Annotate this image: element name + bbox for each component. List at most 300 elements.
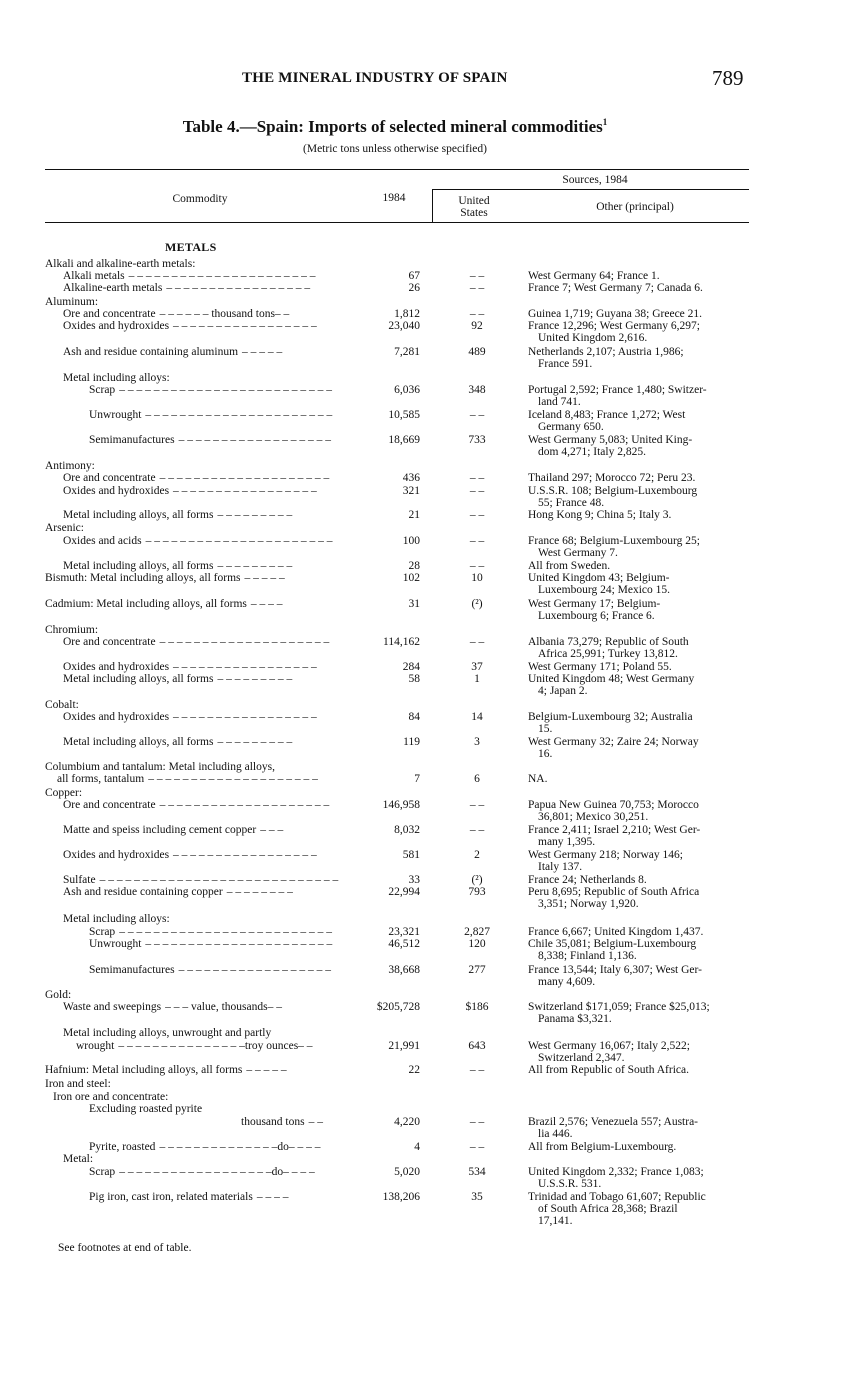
other-sources-line: West Germany 171; Poland 55. <box>528 661 672 673</box>
commodity-cell <box>45 761 345 773</box>
other-sources-line: All from Republic of South Africa. <box>528 1064 689 1076</box>
other-sources-line: 8,338; Finland 1,136. <box>538 950 637 962</box>
united-states-value: – – <box>469 485 485 497</box>
other-sources <box>528 673 753 697</box>
united-states-value: 37 <box>471 661 483 673</box>
commodity-name: Semimanufactures <box>89 964 175 976</box>
value-1984: 138,206 <box>382 1191 420 1203</box>
leader-dashes: – – – – – – – – – – – – – – – – – <box>173 661 317 673</box>
united-states-value: 6 <box>474 773 480 785</box>
commodity-name: Hafnium: Metal including alloys, all forms <box>45 1064 243 1076</box>
leader-dashes: – – – – – – – – – – – – – – – – – – – – – – <box>145 409 333 421</box>
other-sources <box>528 874 753 886</box>
other-sources-line: Albania 73,279; Republic of South <box>528 636 689 648</box>
other-sources <box>528 824 753 848</box>
other-sources <box>528 964 753 988</box>
commodity-cell <box>45 849 363 861</box>
commodity-name: Iron ore and concentrate: <box>53 1091 169 1103</box>
value-1984: 4,220 <box>394 1116 420 1128</box>
other-sources-line: West Germany 64; France 1. <box>528 270 660 282</box>
other-sources <box>528 636 753 660</box>
united-states-value: – – <box>469 472 485 484</box>
other-sources-line: Papua New Guinea 70,753; Morocco <box>528 799 699 811</box>
header-sources: Sources, 1984 <box>562 174 628 186</box>
other-sources-line: Africa 25,991; Turkey 13,812. <box>538 648 678 660</box>
leader-dashes: – – – – – <box>244 572 285 584</box>
other-sources-line: Trinidad and Tobago 61,607; Republic <box>528 1191 706 1203</box>
other-sources-line: West Germany 16,067; Italy 2,522; <box>528 1040 690 1052</box>
commodity-cell <box>45 270 363 282</box>
other-sources-line: 4; Japan 2. <box>538 685 588 697</box>
header-other-principal: Other (principal) <box>596 201 674 213</box>
commodity-cell <box>45 346 363 358</box>
commodity-name: Pig iron, cast iron, related materials <box>89 1191 253 1203</box>
commodity-name: Waste and sweepings <box>63 1001 162 1013</box>
other-sources <box>528 270 753 282</box>
other-sources <box>528 1001 753 1025</box>
commodity-cell <box>45 1141 389 1153</box>
value-1984: 7 <box>414 773 420 785</box>
commodity-name: thousand tons <box>241 1116 305 1128</box>
commodity-name: Metal: <box>63 1153 94 1165</box>
leader-dashes: – – – value, thousands– – <box>165 1001 282 1013</box>
other-sources-line: 16. <box>538 748 553 760</box>
commodity-name: Oxides and hydroxides <box>63 711 170 723</box>
commodity-cell <box>45 522 345 534</box>
running-head: THE MINERAL INDUSTRY OF SPAIN <box>242 70 508 86</box>
footnote: See footnotes at end of table. <box>58 1242 192 1254</box>
other-sources-line: Belgium-Luxembourg 32; Australia <box>528 711 693 723</box>
other-sources-line: many 4,609. <box>538 976 596 988</box>
other-sources-line: 36,801; Mexico 30,251. <box>538 811 649 823</box>
commodity-cell <box>45 989 345 1001</box>
other-sources-line: West Germany 7. <box>538 547 618 559</box>
commodity-name: Oxides and hydroxides <box>63 661 170 673</box>
leader-dashes: – – – – – – – – – – – – – – – – – – – – – – <box>128 270 316 282</box>
table-title-text: Table 4.—Spain: Imports of selected mineral commodities <box>182 117 603 136</box>
leader-dashes: – – – – – – – – – <box>217 736 293 748</box>
value-1984: 31 <box>408 598 420 610</box>
other-sources <box>528 598 753 622</box>
other-sources <box>528 773 753 785</box>
leader-dashes: – – – – – – – – – – – – – – – – – <box>166 282 311 294</box>
other-sources-line: NA. <box>528 773 548 785</box>
commodity-name: Pyrite, roasted <box>89 1141 156 1153</box>
other-sources-line: West Germany 5,083; United King- <box>528 434 693 446</box>
united-states-value: – – <box>469 799 485 811</box>
other-sources <box>528 1166 753 1190</box>
commodity-cell <box>45 384 389 396</box>
united-states-value: 348 <box>468 384 486 396</box>
value-1984: 284 <box>402 661 420 673</box>
commodity-name: Gold: <box>45 989 72 1001</box>
leader-dashes: – – – – – <box>242 346 283 358</box>
leader-dashes: – – – – – – – – – – – – – –do– – – – <box>159 1141 321 1153</box>
commodity-name: Copper: <box>45 787 83 799</box>
commodity-name: Sulfate <box>63 874 96 886</box>
commodity-cell <box>45 773 357 785</box>
commodity-cell <box>45 913 363 925</box>
commodity-name: Ash and residue containing copper <box>63 886 223 898</box>
leader-dashes: – – – – – – – – – – – – – – –troy ounces– – <box>118 1040 313 1052</box>
commodity-name: Scrap <box>89 1166 116 1178</box>
leader-dashes: – – – – – – – – – – – – – – – – – <box>173 711 317 723</box>
commodity-name: Metal including alloys, all forms <box>63 736 214 748</box>
commodity-name: Iron and steel: <box>45 1078 111 1090</box>
united-states-value: 1 <box>474 673 480 685</box>
value-1984: 23,040 <box>388 320 420 332</box>
united-states-value: 3 <box>474 736 480 748</box>
commodity-cell <box>45 1166 389 1178</box>
leader-dashes: – – – <box>260 824 284 836</box>
leader-dashes: – – – – – – – – – – – – – – – – – <box>173 849 317 861</box>
commodity-cell <box>45 296 345 308</box>
other-sources <box>528 1040 753 1064</box>
other-sources <box>528 926 753 938</box>
leader-dashes: – – – – – – – – – – – – – – – – – – – – <box>159 472 330 484</box>
header-commodity: Commodity <box>172 193 228 205</box>
commodity-name: Ore and concentrate <box>63 308 156 320</box>
united-states-value: – – <box>469 509 485 521</box>
other-sources-line: France 13,544; Italy 6,307; West Ger- <box>528 964 702 976</box>
commodity-name: Unwrought <box>89 938 142 950</box>
commodity-name: Bismuth: Metal including alloys, all forms <box>45 572 241 584</box>
leader-dashes: – – – – – – – – – – – – – – – – – – – – <box>159 636 330 648</box>
commodity-name: Alkali metals <box>63 270 125 282</box>
commodity-cell <box>45 409 389 421</box>
leader-dashes: – – – – – – – – – – – – – – – – – – – – – – – – – – – – <box>99 874 339 886</box>
commodity-name: Oxides and hydroxides <box>63 320 170 332</box>
other-sources-line: Switzerland 2,347. <box>538 1052 625 1064</box>
commodity-cell <box>45 699 345 711</box>
value-1984: 10,585 <box>388 409 420 421</box>
value-1984: 33 <box>408 874 420 886</box>
other-sources-line: U.S.S.R. 531. <box>538 1178 602 1190</box>
united-states-value: – – <box>469 1141 485 1153</box>
leader-dashes: – – – – – – – – – – – – – – – – – – – – – – – – – <box>119 926 332 938</box>
value-1984: 22,994 <box>388 886 420 898</box>
commodity-cell <box>45 1040 376 1052</box>
value-1984: 21,991 <box>388 1040 420 1052</box>
commodity-cell <box>45 736 363 748</box>
other-sources-line: 17,141. <box>538 1215 573 1227</box>
leader-dashes: – – – – – – thousand tons– – <box>159 308 290 320</box>
united-states-value: – – <box>469 824 485 836</box>
other-sources-line: Luxembourg 6; France 6. <box>538 610 655 622</box>
commodity-cell <box>45 1078 345 1090</box>
other-sources <box>528 308 753 320</box>
other-sources-line: dom 4,271; Italy 2,825. <box>538 446 646 458</box>
commodity-name: Metal including alloys: <box>63 372 170 384</box>
other-sources-line: United Kingdom 2,616. <box>538 332 648 344</box>
other-sources-line: Italy 137. <box>538 861 583 873</box>
other-sources-line: France 6,667; United Kingdom 1,437. <box>528 926 704 938</box>
other-sources <box>528 849 753 873</box>
commodity-cell <box>45 787 345 799</box>
commodity-cell <box>45 308 363 320</box>
value-1984: 5,020 <box>394 1166 420 1178</box>
united-states-value: 10 <box>471 572 483 584</box>
header-year: 1984 <box>382 192 406 204</box>
value-1984: 28 <box>408 560 420 572</box>
other-sources-line: many 1,395. <box>538 836 596 848</box>
leader-dashes: – – – – – <box>246 1064 287 1076</box>
united-states-value: (²) <box>471 598 483 610</box>
commodity-cell <box>45 485 363 497</box>
other-sources <box>528 282 753 294</box>
commodity-cell <box>45 598 345 610</box>
united-states-value: – – <box>469 409 485 421</box>
value-1984: 321 <box>402 485 420 497</box>
other-sources-line: France 7; West Germany 7; Canada 6. <box>528 282 703 294</box>
commodity-name: Matte and speiss including cement copper <box>63 824 257 836</box>
other-sources-line: Germany 650. <box>538 421 604 433</box>
other-sources <box>528 736 753 760</box>
other-sources-line: lia 446. <box>538 1128 573 1140</box>
commodity-cell <box>45 711 363 723</box>
united-states-value: 14 <box>471 711 483 723</box>
other-sources-line: Portugal 2,592; France 1,480; Switzer- <box>528 384 707 396</box>
commodity-name: Columbium and tantalum: Metal including alloys, <box>45 761 275 773</box>
commodity-name: Unwrought <box>89 409 142 421</box>
commodity-cell <box>45 1064 345 1076</box>
commodity-cell <box>45 964 389 976</box>
leader-dashes: – – – – – – – – – – – – – – – – – – – – – – <box>145 535 333 547</box>
united-states-value: – – <box>469 282 485 294</box>
commodity-name: Ash and residue containing aluminum <box>63 346 239 358</box>
other-sources <box>528 485 753 509</box>
united-states-value: – – <box>469 636 485 648</box>
commodity-name: Ore and concentrate <box>63 472 156 484</box>
value-1984: 8,032 <box>394 824 420 836</box>
other-sources-line: West Germany 17; Belgium- <box>528 598 661 610</box>
value-1984: 38,668 <box>388 964 420 976</box>
value-1984: 100 <box>402 535 420 547</box>
commodity-name: Metal including alloys, all forms <box>63 509 214 521</box>
commodity-name: Alkaline-earth metals <box>63 282 163 294</box>
value-1984: 119 <box>403 736 420 748</box>
leader-dashes: – – – – – – – – – – – – – – – – – –do– – – – <box>119 1166 315 1178</box>
other-sources-line: Brazil 2,576; Venezuela 557; Austra- <box>528 1116 699 1128</box>
other-sources <box>528 886 753 910</box>
commodity-name: Chromium: <box>45 624 99 636</box>
value-1984: 84 <box>408 711 420 723</box>
value-1984: 26 <box>408 282 420 294</box>
united-states-value: 2 <box>474 849 480 861</box>
other-sources <box>528 320 753 344</box>
other-sources <box>528 661 753 673</box>
other-sources-line: 55; France 48. <box>538 497 605 509</box>
commodity-name: Arsenic: <box>45 522 84 534</box>
commodity-cell <box>45 1091 353 1103</box>
other-sources <box>528 711 753 735</box>
commodity-cell <box>45 673 363 685</box>
commodity-name: Scrap <box>89 926 116 938</box>
value-1984: 21 <box>408 509 420 521</box>
other-sources-line: 15. <box>538 723 553 735</box>
other-sources-line: United Kingdom 2,332; France 1,083; <box>528 1166 704 1178</box>
commodity-cell <box>45 258 345 270</box>
leader-dashes: – – – – – – – – – – – – – – – – – – – – <box>159 799 330 811</box>
other-sources-line: Netherlands 2,107; Austria 1,986; <box>528 346 684 358</box>
commodity-name: Aluminum: <box>45 296 99 308</box>
other-sources <box>528 572 753 596</box>
value-1984: 7,281 <box>394 346 420 358</box>
table-title-footnote: 1 <box>602 117 608 127</box>
leader-dashes: – – – – – – – – – – – – – – – – – – <box>178 964 331 976</box>
value-1984: 6,036 <box>394 384 420 396</box>
commodity-cell <box>45 1103 389 1115</box>
commodity-cell <box>45 874 363 886</box>
value-1984: 18,669 <box>388 434 420 446</box>
commodity-name: Alkali and alkaline-earth metals: <box>45 258 196 270</box>
other-sources-line: Thailand 297; Morocco 72; Peru 23. <box>528 472 696 484</box>
value-1984: 1,812 <box>394 308 420 320</box>
value-1984: 22 <box>408 1064 420 1076</box>
other-sources-line: France 591. <box>538 358 593 370</box>
leader-dashes: – – – – – – – – – – – – – – – – – – – – – – <box>145 938 333 950</box>
commodity-cell <box>45 636 363 648</box>
other-sources-line: Peru 8,695; Republic of South Africa <box>528 886 700 898</box>
commodity-cell <box>45 824 363 836</box>
page-number: 789 <box>712 66 744 90</box>
other-sources <box>528 535 753 559</box>
other-sources <box>528 384 753 408</box>
other-sources-line: France 68; Belgium-Luxembourg 25; <box>528 535 700 547</box>
commodity-cell <box>45 434 389 446</box>
commodity-cell <box>45 926 389 938</box>
commodity-name: Antimony: <box>45 460 95 472</box>
leader-dashes: – – – – <box>250 598 283 610</box>
other-sources <box>528 346 753 370</box>
leader-dashes: – – – – – – – – – – – – – – – – – <box>173 320 317 332</box>
commodity-name: Metal including alloys, unwrought and partly <box>63 1027 272 1039</box>
other-sources-line: All from Sweden. <box>528 560 611 572</box>
other-sources-line: Switzerland $171,059; France $25,013; <box>528 1001 710 1013</box>
leader-dashes: – – – – – – – – – <box>217 560 293 572</box>
united-states-value: 793 <box>468 886 486 898</box>
commodity-name: Excluding roasted pyrite <box>89 1103 203 1115</box>
united-states-value: 277 <box>468 964 486 976</box>
leader-dashes: – – – – <box>256 1191 289 1203</box>
united-states-value: – – <box>469 1116 485 1128</box>
other-sources-line: Panama $3,321. <box>538 1013 612 1025</box>
table-subtitle: (Metric tons unless otherwise specified) <box>303 143 487 155</box>
united-states-value: 2,827 <box>464 926 490 938</box>
commodity-name: Cobalt: <box>45 699 79 711</box>
commodity-name: Ore and concentrate <box>63 799 156 811</box>
commodity-cell <box>45 1001 363 1013</box>
leader-dashes: – – <box>308 1116 323 1128</box>
other-sources-line: All from Belgium-Luxembourg. <box>528 1141 677 1153</box>
other-sources <box>528 938 753 962</box>
value-1984: 46,512 <box>388 938 420 950</box>
leader-dashes: – – – – – – – – – – – – – – – – – – <box>178 434 331 446</box>
united-states-value: – – <box>469 535 485 547</box>
other-sources-line: of South Africa 28,368; Brazil <box>538 1203 678 1215</box>
commodity-name: wrought <box>76 1040 115 1052</box>
value-1984: 581 <box>402 849 420 861</box>
value-1984: 436 <box>402 472 420 484</box>
other-sources-line: Hong Kong 9; China 5; Italy 3. <box>528 509 672 521</box>
leader-dashes: – – – – – – – – – – – – – – – – – – – – <box>148 773 318 785</box>
commodity-cell <box>45 624 345 636</box>
commodity-cell <box>45 938 389 950</box>
commodity-cell <box>45 799 363 811</box>
commodity-cell <box>45 372 363 384</box>
other-sources <box>528 472 753 484</box>
leader-dashes: – – – – – – – – – – – – – – – – – – – – – – – – – <box>119 384 332 396</box>
other-sources <box>528 509 753 521</box>
value-1984: 23,321 <box>388 926 420 938</box>
commodity-name: Metal including alloys: <box>63 913 170 925</box>
other-sources-line: U.S.S.R. 108; Belgium-Luxembourg <box>528 485 698 497</box>
commodity-name: Metal including alloys, all forms <box>63 673 214 685</box>
united-states-value: 92 <box>471 320 483 332</box>
other-sources-line: West Germany 32; Zaire 24; Norway <box>528 736 699 748</box>
other-sources <box>528 1141 753 1153</box>
leader-dashes: – – – – – – – – – <box>217 673 293 685</box>
commodity-name: Oxides and acids <box>63 535 142 547</box>
commodity-cell <box>45 472 363 484</box>
united-states-value: $186 <box>465 1001 489 1013</box>
commodity-name: Semimanufactures <box>89 434 175 446</box>
united-states-value: – – <box>469 308 485 320</box>
other-sources <box>528 799 753 823</box>
commodity-name: Ore and concentrate <box>63 636 156 648</box>
leader-dashes: – – – – – – – – – – – – – – – – – <box>173 485 317 497</box>
header-us-line1: United <box>458 195 490 207</box>
value-1984: 114,162 <box>383 636 420 648</box>
commodity-name: Metal including alloys, all forms <box>63 560 214 572</box>
leader-dashes: – – – – – – – – – <box>217 509 293 521</box>
header-us-line2: States <box>460 207 488 219</box>
value-1984: 58 <box>408 673 420 685</box>
other-sources-line: United Kingdom 43; Belgium- <box>528 572 670 584</box>
united-states-value: (²) <box>471 874 483 886</box>
united-states-value: 733 <box>468 434 486 446</box>
commodity-name: all forms, tantalum <box>57 773 145 785</box>
united-states-value: 534 <box>468 1166 486 1178</box>
other-sources <box>528 1064 753 1076</box>
other-sources-line: Iceland 8,483; France 1,272; West <box>528 409 686 421</box>
commodity-cell <box>45 1191 389 1203</box>
value-1984: $205,728 <box>376 1001 420 1013</box>
commodity-cell <box>45 535 363 547</box>
other-sources-line: France 12,296; West Germany 6,297; <box>528 320 700 332</box>
other-sources-line: land 741. <box>538 396 581 408</box>
united-states-value: 120 <box>468 938 486 950</box>
commodity-cell <box>45 886 363 898</box>
value-1984: 146,958 <box>382 799 420 811</box>
other-sources <box>528 434 753 458</box>
united-states-value: 35 <box>471 1191 483 1203</box>
value-1984: 4 <box>414 1141 420 1153</box>
other-sources-line: United Kingdom 48; West Germany <box>528 673 695 685</box>
section-metals: METALS <box>165 240 217 254</box>
other-sources-line: Luxembourg 24; Mexico 15. <box>538 584 671 596</box>
commodity-cell <box>45 320 363 332</box>
commodity-name: Scrap <box>89 384 116 396</box>
commodity-name: Oxides and hydroxides <box>63 849 170 861</box>
commodity-cell <box>45 661 363 673</box>
other-sources-line: France 24; Netherlands 8. <box>528 874 647 886</box>
united-states-value: – – <box>469 560 485 572</box>
other-sources <box>528 409 753 433</box>
commodity-cell <box>45 560 363 572</box>
commodity-cell <box>45 460 345 472</box>
other-sources-line: Guinea 1,719; Guyana 38; Greece 21. <box>528 308 703 320</box>
